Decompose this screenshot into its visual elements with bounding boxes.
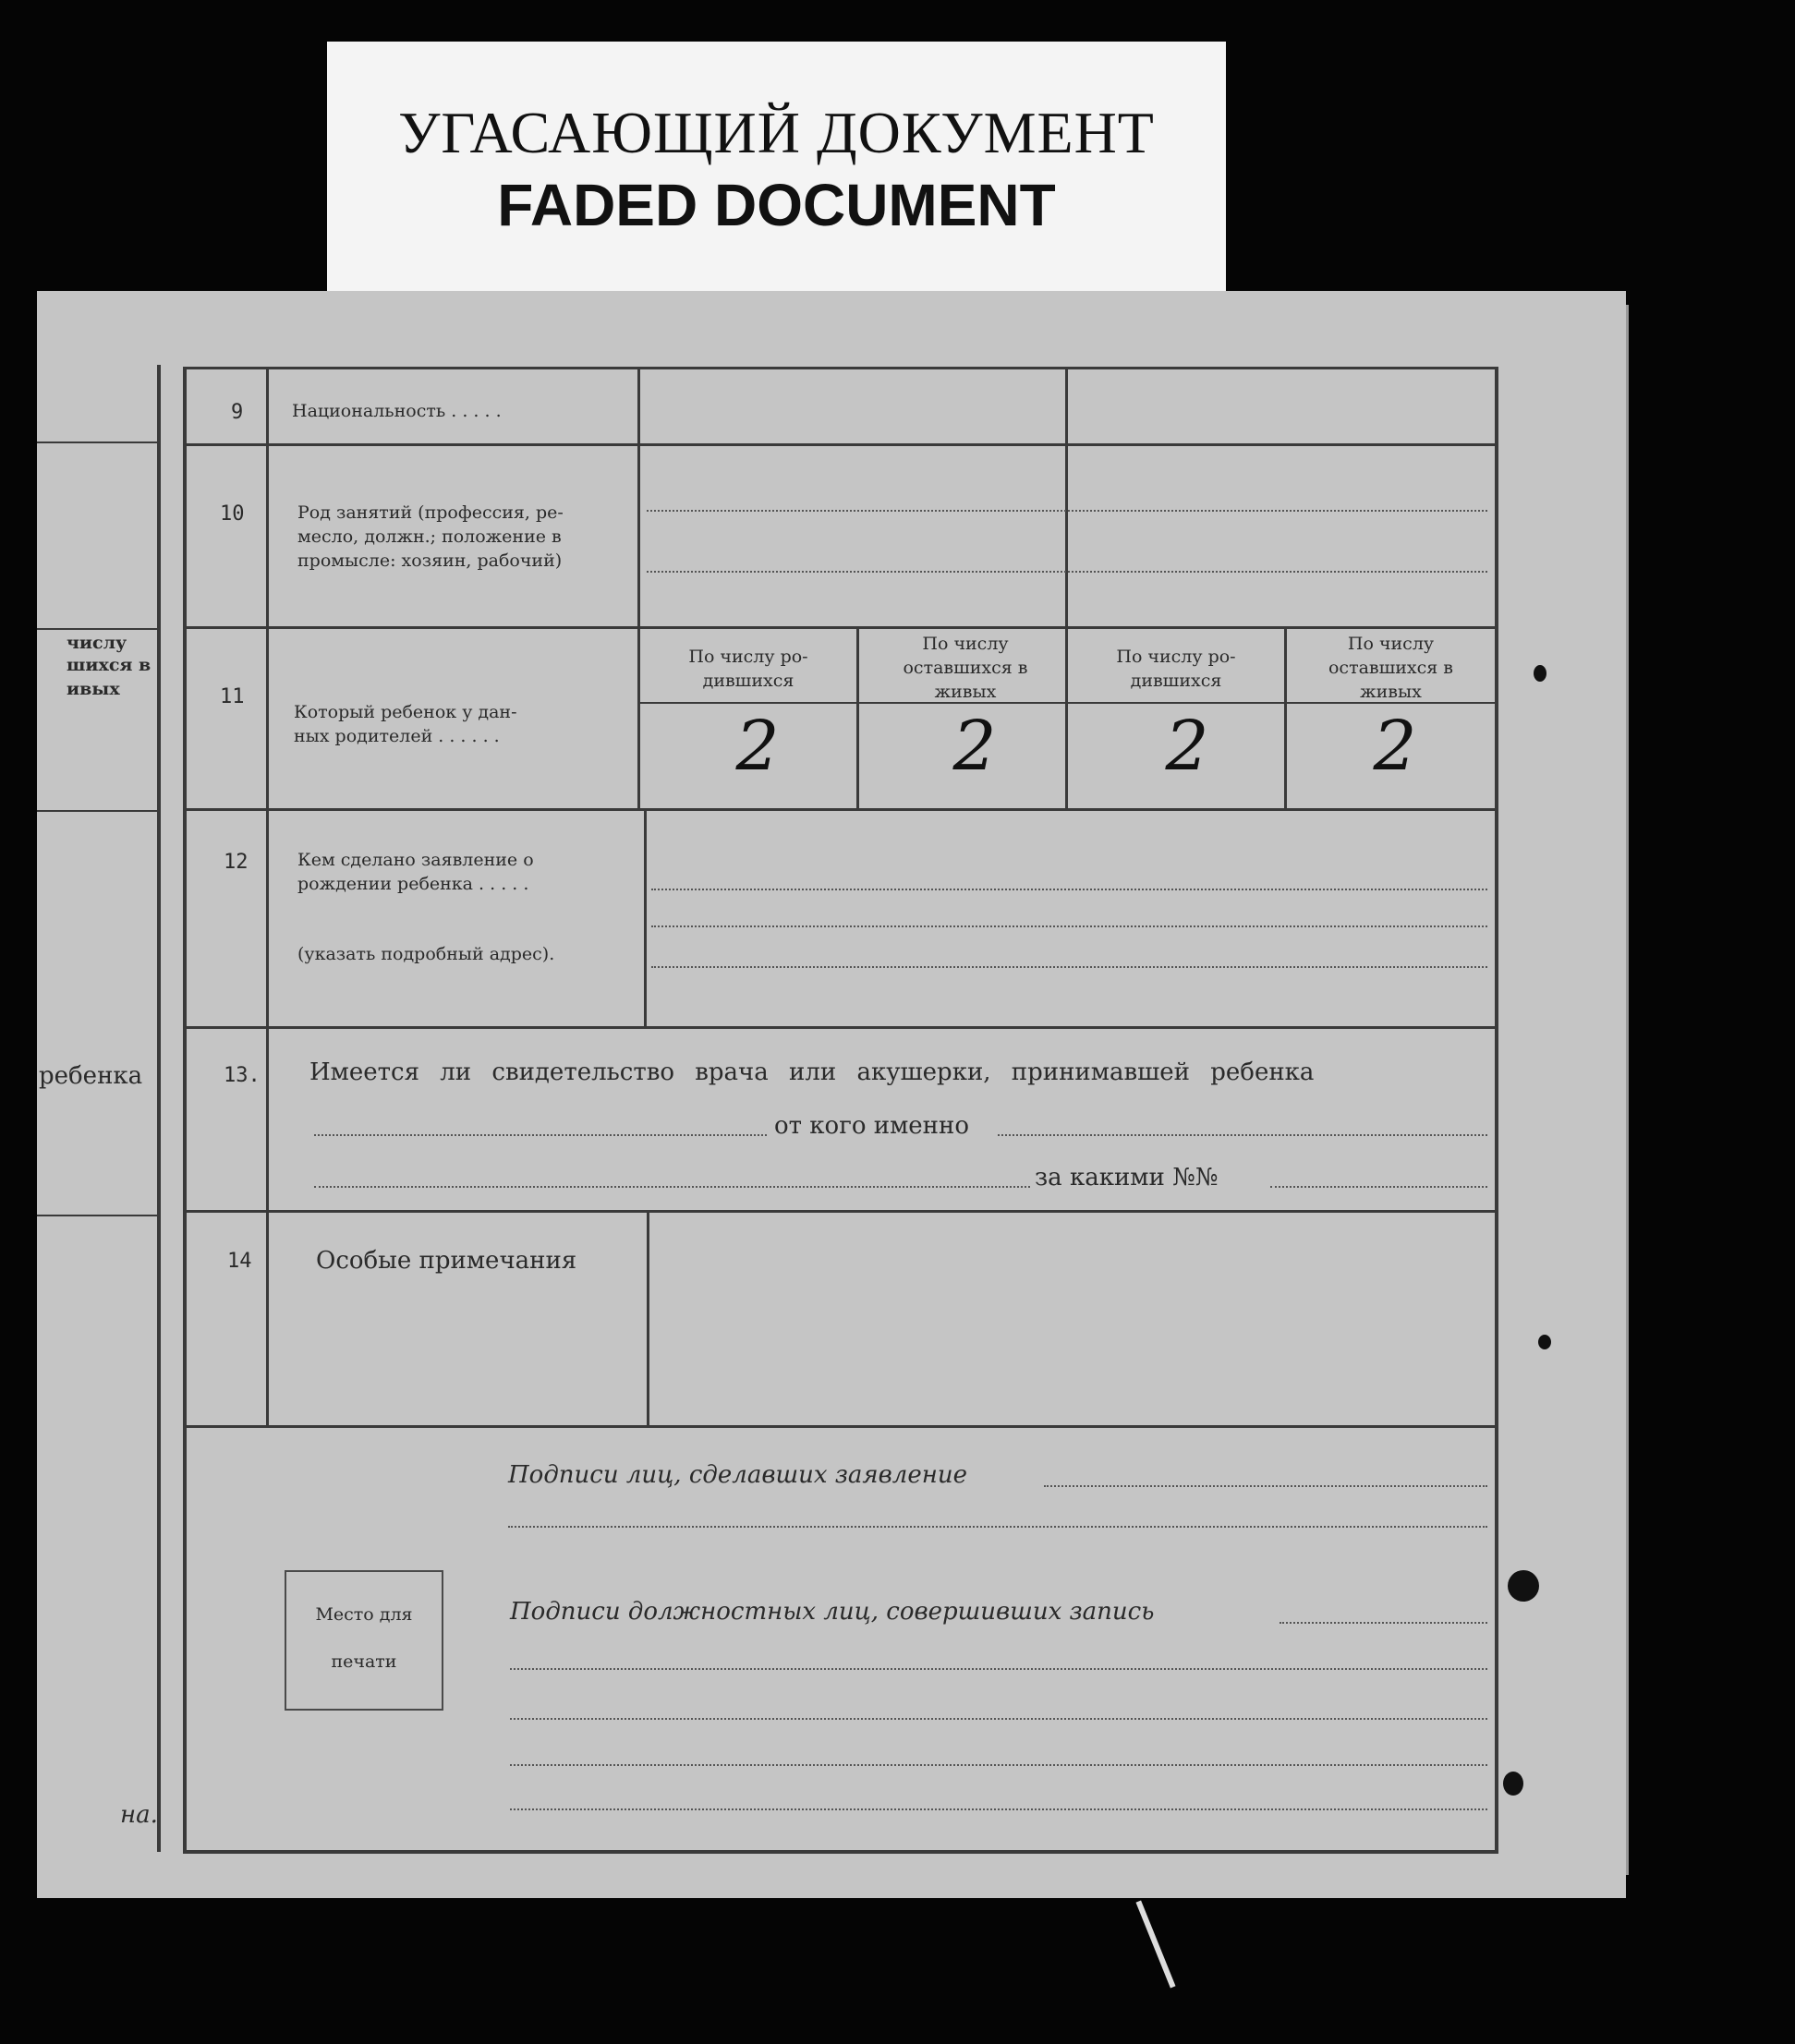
row12-label: Кем сделано заявление о: [297, 850, 534, 870]
table-left-border: [183, 367, 187, 1852]
value-column-divider: [1065, 367, 1068, 811]
row11-col-alive: По числу оставшихся в живых: [1328, 634, 1454, 702]
binding-hole: [1503, 1772, 1523, 1796]
row11-handwritten-value: 2: [1165, 707, 1209, 786]
row-border: [183, 626, 1498, 629]
table-right-border: [1495, 367, 1498, 1852]
left-fragment-rule: [37, 441, 157, 443]
row11-handwritten-value: 2: [952, 707, 997, 786]
row13-fill-line: [998, 1134, 1487, 1136]
row11-col-alive: По числу оставшихся в живых: [903, 634, 1028, 702]
row10-fill-line: [647, 510, 1487, 512]
row11-handwritten-value: 2: [735, 707, 780, 786]
row12-label: рождении ребенка . . . . .: [297, 874, 529, 894]
signature-line: [510, 1808, 1487, 1810]
row10-label: промысле: хозяин, рабочий): [297, 550, 563, 571]
faded-document-label: [327, 42, 1226, 291]
left-fragment-line3: ивых: [67, 679, 120, 699]
row12-number: 12: [224, 851, 249, 874]
signature-line: [1280, 1622, 1487, 1624]
left-fragment-border: [157, 365, 161, 1852]
row-border: [183, 1026, 1498, 1029]
label-title-ru: УГАСАЮЩИЙ ДОКУМЕНТ: [398, 100, 1155, 165]
string-tie: [1135, 1901, 1175, 1989]
row11-col-born: По числу ро- дившихся: [688, 647, 808, 691]
row11-label: ных родителей . . . . . .: [294, 726, 500, 746]
row13-number: 13.: [224, 1064, 261, 1087]
row9-label: Национальность . . . . .: [292, 401, 502, 421]
row10-label: Род занятий (профессия, ре-: [297, 502, 564, 523]
row-border: [183, 443, 1498, 446]
row11-handwritten-value: 2: [1373, 707, 1417, 786]
value-column-divider: [647, 1212, 649, 1426]
stamp-place-label: печати: [331, 1651, 397, 1672]
left-fragment-rule: [37, 628, 157, 630]
stamp-place-label: Место для: [315, 1604, 413, 1625]
row-border: [183, 1210, 1498, 1213]
left-fragment-rule: [37, 1215, 157, 1216]
row13-fill-line: [1270, 1186, 1487, 1188]
left-fragment-line2: шихся в: [67, 655, 152, 675]
applicants-signatures-label: Подписи лиц, сделавших заявление: [508, 1461, 967, 1489]
row13-fill-line: [314, 1186, 1030, 1188]
row11-label: Который ребенок у дан-: [294, 702, 517, 722]
row12-fill-line: [651, 889, 1487, 890]
signature-line: [510, 1668, 1487, 1670]
left-fragment-tail: на.: [120, 1801, 158, 1829]
row11-number: 11: [220, 685, 245, 708]
value-column-divider: [637, 367, 640, 811]
row10-fill-line: [647, 571, 1487, 573]
form-page: [37, 291, 1626, 1898]
signature-line: [508, 1526, 1487, 1528]
label-title-en: FADED DOCUMENT: [497, 172, 1056, 238]
signature-line: [510, 1718, 1487, 1720]
row10-number: 10: [220, 502, 245, 526]
table-bottom-border: [183, 1850, 1498, 1854]
row-border: [183, 808, 1498, 811]
row13-fill-line: [314, 1134, 767, 1136]
binding-hole: [1538, 1335, 1551, 1349]
officials-signatures-label: Подписи должностных лиц, совершивших запись: [510, 1598, 1155, 1626]
signature-line: [510, 1764, 1487, 1766]
row13-from-whom: от кого именно: [774, 1112, 969, 1140]
row-border: [183, 367, 1498, 369]
row-border: [183, 1425, 1498, 1428]
label-column-divider: [266, 367, 269, 1427]
signature-line: [1044, 1485, 1487, 1487]
row9-number: 9: [231, 401, 244, 424]
left-fragment-word: ребенка: [39, 1062, 143, 1090]
row13-which-numbers: за какими №№: [1035, 1164, 1219, 1191]
value-column-divider: [644, 810, 647, 1027]
row14-label: Особые примечания: [316, 1247, 577, 1275]
row14-number: 14: [227, 1250, 252, 1273]
left-fragment-line1: числу: [67, 633, 127, 653]
stamp-place-box: [285, 1570, 443, 1711]
row13-question: Имеется ли свидетельство врача или акушерки, принимавшей ребенка: [309, 1058, 1315, 1086]
row12-fill-line: [651, 966, 1487, 968]
binding-hole: [1508, 1570, 1539, 1602]
binding-hole: [1534, 665, 1546, 682]
row10-label: месло, должн.; положение в: [297, 526, 562, 547]
left-fragment-rule: [37, 810, 157, 812]
row12-fill-line: [651, 925, 1487, 927]
row12-address-note: (указать подробный адрес).: [297, 944, 555, 964]
row11-col-born: По числу ро- дившихся: [1116, 647, 1236, 691]
